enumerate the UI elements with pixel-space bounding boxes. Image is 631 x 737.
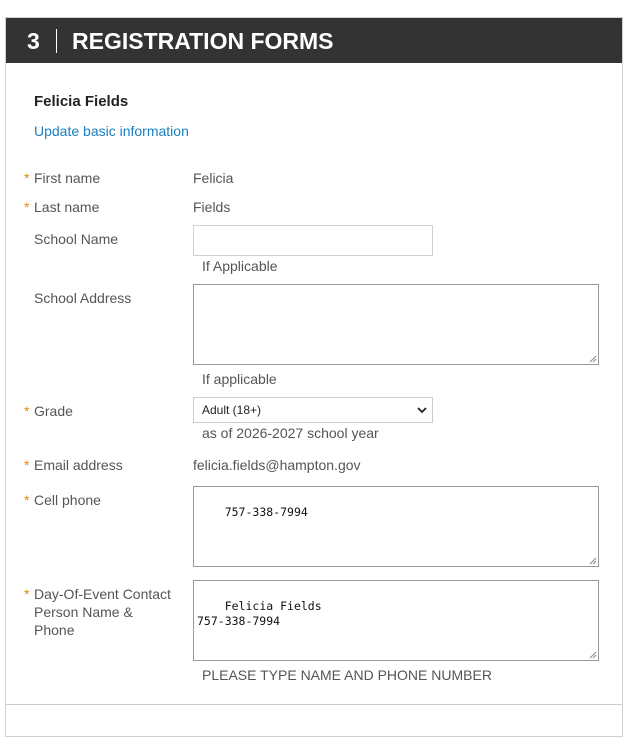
contact-value: Felicia Fields 757-338-7994	[197, 599, 322, 628]
required-marker: *	[24, 170, 30, 186]
section-header	[6, 18, 622, 63]
resize-handle-icon[interactable]	[589, 651, 597, 659]
contact-label-line1: Day-Of-Event Contact	[34, 586, 171, 602]
grade-selected-value: Adult (18+)	[202, 403, 262, 417]
step-number: 3	[27, 28, 40, 54]
grade-label: Grade	[34, 403, 73, 419]
header-divider	[56, 29, 57, 53]
section-title: REGISTRATION FORMS	[72, 28, 334, 54]
grade-select[interactable]	[193, 397, 433, 423]
required-marker: *	[24, 492, 30, 508]
cell-phone-value: 757-338-7994	[224, 505, 308, 519]
cell-phone-textarea[interactable]	[193, 486, 599, 567]
school-address-textarea[interactable]	[193, 284, 599, 365]
resize-handle-icon[interactable]	[589, 557, 597, 565]
school-address-label: School Address	[34, 290, 132, 306]
last-name-value: Fields	[193, 199, 231, 215]
last-name-label: Last name	[34, 199, 100, 215]
required-marker: *	[24, 586, 30, 602]
school-name-help: If Applicable	[202, 258, 278, 274]
required-marker: *	[24, 199, 30, 215]
registration-forms-card	[5, 17, 623, 737]
school-name-input[interactable]	[193, 225, 433, 256]
grade-help: as of 2026-2027 school year	[202, 425, 379, 441]
contact-label-line3: Phone	[34, 622, 75, 638]
first-name-value: Felicia	[193, 170, 234, 186]
participant-name: Felicia Fields	[34, 93, 129, 110]
chevron-down-icon	[416, 404, 428, 416]
section-divider	[6, 704, 622, 705]
cell-phone-label: Cell phone	[34, 492, 101, 508]
email-label: Email address	[34, 457, 123, 473]
update-basic-info-link[interactable]: Update basic information	[34, 123, 189, 139]
contact-textarea[interactable]	[193, 580, 599, 661]
required-marker: *	[24, 403, 30, 419]
school-name-label: School Name	[34, 231, 119, 247]
school-address-help: If applicable	[202, 371, 277, 387]
contact-help: PLEASE TYPE NAME AND PHONE NUMBER	[202, 667, 492, 683]
resize-handle-icon[interactable]	[589, 355, 597, 363]
email-value: felicia.fields@hampton.gov	[193, 457, 361, 473]
contact-label-line2: Person Name &	[34, 604, 133, 620]
required-marker: *	[24, 457, 30, 473]
first-name-label: First name	[34, 170, 101, 186]
